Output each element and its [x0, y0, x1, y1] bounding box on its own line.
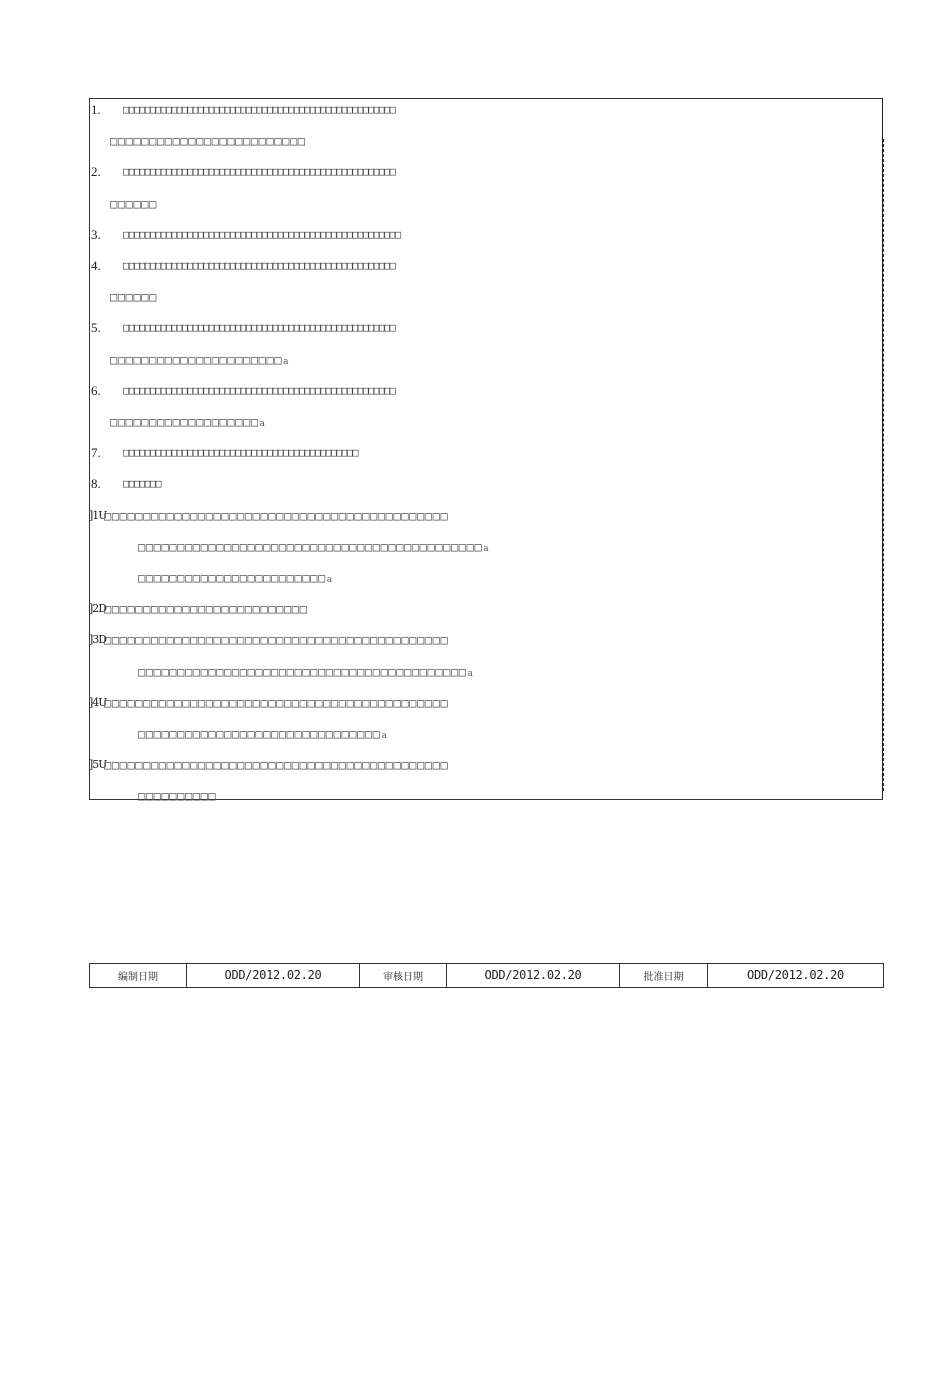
approval-table: [89, 963, 884, 988]
item-number: 3.: [91, 226, 101, 242]
item-text: [123, 162, 394, 182]
sub-item-text-glyphs: □□□□□□□□□□□□□□□□□□□□□□□□□□□□□□□: [138, 727, 381, 741]
compile-date-value: ODD/2012.02.20: [187, 964, 360, 988]
item-number: 4.: [91, 258, 101, 273]
sub-item-text: [104, 630, 448, 651]
item-text: [123, 381, 394, 401]
item-text: [110, 412, 265, 434]
item-text: [123, 474, 160, 494]
item-text-glyphs: □□□□□□□□□□□□□□□□□□□□□□□□□□□□□□□□□□□□□□□□□□□□□□□□□□□: [123, 165, 395, 179]
item-text-glyphs: □□□□□□□□□□□□□□□□□□□□□□□□□□□□□□□□□□□□□□□□□□□□□□□□□□□: [123, 259, 395, 272]
item-text-glyphs: □□□□□□□: [123, 477, 161, 491]
sub-item-text-glyphs: □□□□□□□□□□□□□□□□□□□□□□□□□□□□□□□□□□□□□□□□□□: [138, 664, 467, 679]
item-text-glyphs: □□□□□□□□□□□□□□□□□□□□□□□□□□□□□□□□□□□□□□□□□□□□□□□□□□□: [123, 383, 395, 397]
sub-item-text-glyphs: □□□□□□□□□□: [138, 789, 217, 804]
table-row: [90, 964, 884, 988]
item-text-glyphs: □□□□□□□□□□□□□□□□□□□□□□□□□□□□□□□□□□□□□□□□□□□□□□□□□□□: [123, 103, 395, 116]
item-text-glyphs: □□□□□□□□□□□□□□□□□□□: [110, 415, 259, 429]
sub-item-text: [138, 786, 216, 807]
item-number: 7.: [91, 445, 101, 461]
item-text: [110, 131, 306, 152]
sub-item-tail: a: [381, 731, 387, 741]
sub-item-text: [138, 568, 332, 590]
sub-item-text: [138, 662, 473, 684]
sub-item-text: [138, 724, 387, 746]
sub-item-text-glyphs: □□□□□□□□□□□□□□□□□□□□□□□□□□□□□□□□□□□□□□□□□□□□: [138, 539, 483, 554]
compile-date-label: 编制日期: [90, 964, 187, 988]
approve-date-label: 批准日期: [620, 964, 708, 988]
item-number: 1.: [91, 102, 101, 117]
item-text: [123, 225, 400, 245]
item-text-glyphs: □□□□□□□□□□□□□□□□□□□□□□□□□□□□□□□□□□□□□□□□□□□□□□□□□□□: [123, 321, 395, 335]
item-text: [110, 287, 157, 308]
item-text: [123, 100, 394, 120]
item-number: 6.: [91, 382, 101, 398]
item-text: [123, 256, 394, 276]
item-number: 2.: [91, 164, 101, 180]
item-tail: a: [283, 356, 289, 367]
sub-item-text: [104, 506, 448, 527]
sub-item-tail: a: [326, 575, 333, 585]
item-text: [123, 318, 394, 338]
item-text-glyphs: □□□□□□□□□□□□□□□□□□□□□□: [110, 352, 283, 367]
sub-item-text: [138, 537, 489, 559]
sub-item-number: ]1U: [89, 508, 107, 522]
review-date-value: ODD/2012.02.20: [447, 964, 620, 988]
sub-item-text-glyphs: □□□□□□□□□□□□□□□□□□□□□□□□: [138, 571, 326, 585]
sub-item-number: ]5U: [89, 758, 107, 772]
item-text-glyphs: □□□□□□□□□□□□□□□□□□□□□□□□□: [110, 134, 306, 149]
review-date-label: 审核日期: [360, 964, 447, 988]
item-text-glyphs: □□□□□□: [110, 290, 157, 305]
content-box: [89, 98, 883, 804]
approve-date-value: ODD/2012.02.20: [708, 964, 884, 988]
item-number: 8.: [91, 476, 101, 492]
item-number: 5.: [91, 320, 101, 336]
item-text-glyphs: □□□□□□□□□□□□□□□□□□□□□□□□□□□□□□□□□□□□□□□□□□□□: [123, 446, 358, 460]
item-text-glyphs: □□□□□□: [110, 196, 157, 211]
sub-item-number: ]4U: [89, 695, 107, 709]
sub-item-text-glyphs: □□□□□□□□□□□□□□□□□□□□□□□□□□: [104, 602, 308, 617]
sub-item-text-glyphs: □□□□□□□□□□□□□□□□□□□□□□□□□□□□□□□□□□□□□□□□□□□□: [104, 695, 449, 710]
sub-item-text: [104, 693, 448, 714]
sub-item-text-glyphs: □□□□□□□□□□□□□□□□□□□□□□□□□□□□□□□□□□□□□□□□□□□□: [104, 758, 449, 773]
sub-item-tail: a: [467, 668, 474, 679]
item-text: [123, 443, 357, 463]
item-text: [110, 194, 157, 215]
item-text-glyphs: □□□□□□□□□□□□□□□□□□□□□□□□□□□□□□□□□□□□□□□□□□□□□□□□□□□□: [123, 227, 400, 241]
item-tail: a: [259, 419, 266, 429]
sub-item-text-glyphs: □□□□□□□□□□□□□□□□□□□□□□□□□□□□□□□□□□□□□□□□□□□□: [104, 508, 449, 523]
sub-item-number: ]2D: [89, 602, 107, 616]
sub-item-text-glyphs: □□□□□□□□□□□□□□□□□□□□□□□□□□□□□□□□□□□□□□□□□□□□: [104, 633, 449, 648]
sub-item-tail: a: [483, 543, 489, 554]
sub-item-number: ]3D: [89, 633, 107, 647]
sub-item-text: [104, 755, 448, 776]
item-text: [110, 350, 289, 372]
sub-item-text: [104, 599, 307, 620]
